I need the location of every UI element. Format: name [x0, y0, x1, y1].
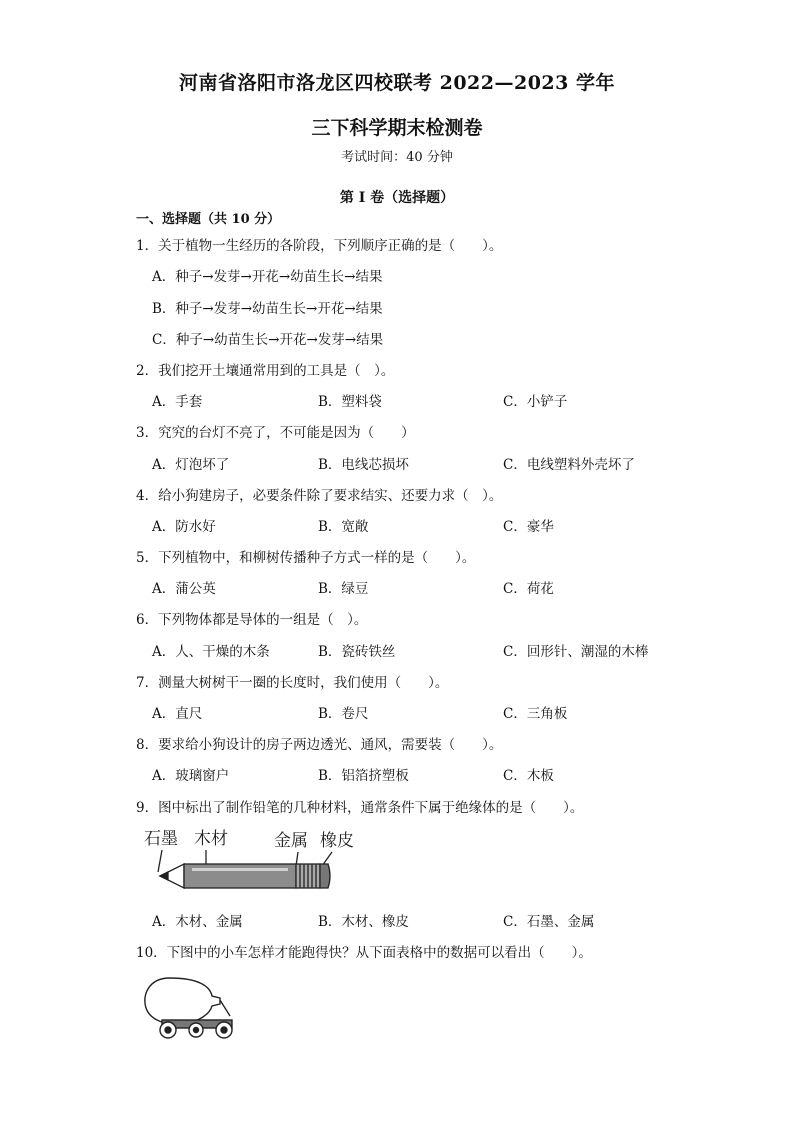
q9-option-b: B．木材、橡皮 — [318, 914, 409, 930]
q6-option-c: C．回形针、潮湿的木棒 — [503, 644, 649, 660]
question-5: 5．下列植物中，和柳树传播种子方式一样的是（ ）。 — [136, 550, 476, 566]
question-10: 10．下图中的小车怎样才能跑得快？从下面表格中的数据可以看出（ ）。 — [136, 945, 592, 961]
pencil-icon — [158, 850, 332, 888]
q7-option-b: B．卷尺 — [318, 706, 369, 722]
exam-time: 考试时间：40 分钟 — [341, 150, 453, 165]
q4-option-a: A．防水好 — [152, 519, 216, 535]
question-2: 2．我们挖开土壤通常用到的工具是（ ）。 — [136, 363, 395, 379]
q5-option-c: C．荷花 — [503, 581, 554, 597]
q9-option-c: C．石墨、金属 — [503, 914, 595, 930]
q8-option-a: A．玻璃窗户 — [152, 768, 230, 784]
q2-option-b: B．塑料袋 — [318, 394, 382, 410]
question-6: 6．下列物体都是导体的一组是（ ）。 — [136, 612, 368, 628]
exam-subtitle: 三下科学期末检测卷 — [311, 117, 483, 139]
q7-option-a: A．直尺 — [152, 706, 203, 722]
question-4: 4．给小狗建房子，必要条件除了要求结实、还要力求（ ）。 — [136, 488, 503, 504]
q7-option-c: C．三角板 — [503, 706, 568, 722]
pencil-figure — [140, 826, 370, 896]
q3-option-b: B．电线芯损坏 — [318, 457, 409, 473]
q9-option-a: A．木材、金属 — [152, 914, 243, 930]
q1-option-b: B．种子→发芽→幼苗生长→开花→结果 — [152, 301, 383, 317]
q6-option-a: A．人、干燥的木条 — [152, 644, 270, 660]
q5-option-a: A．蒲公英 — [152, 581, 216, 597]
question-3: 3．究究的台灯不亮了，不可能是因为（ ） — [136, 425, 415, 441]
label-wood: 木材 — [194, 829, 228, 849]
q8-option-b: B．铝箔挤塑板 — [318, 768, 409, 784]
question-1: 1．关于植物一生经历的各阶段，下列顺序正确的是（ ）。 — [136, 238, 503, 254]
label-metal: 金属 — [274, 831, 308, 851]
q3-option-a: A．灯泡坏了 — [152, 457, 230, 473]
volume-title: 第 I 卷（选择题） — [339, 190, 455, 206]
q1-option-c: C．种子→幼苗生长→开花→发芽→结果 — [152, 332, 384, 348]
q4-option-b: B．宽敞 — [318, 519, 369, 535]
question-7: 7．测量大树树干一圈的长度时，我们使用（ ）。 — [136, 675, 449, 691]
q3-option-c: C．电线塑料外壳坏了 — [503, 457, 635, 473]
q2-option-c: C．小铲子 — [503, 394, 568, 410]
question-8: 8．要求给小狗设计的房子两边透光、通风，需要装（ ）。 — [136, 737, 503, 753]
balloon-car-icon — [140, 972, 250, 1042]
q1-option-a: A．种子→发芽→开花→幼苗生长→结果 — [152, 269, 383, 285]
q8-option-c: C．木板 — [503, 768, 554, 784]
q4-option-c: C．豪华 — [503, 519, 554, 535]
q5-option-b: B．绿豆 — [318, 581, 369, 597]
label-graphite: 石墨 — [144, 829, 178, 849]
label-eraser: 橡皮 — [320, 831, 354, 851]
exam-title: 河南省洛阳市洛龙区四校联考 2022—2023 学年 — [179, 72, 615, 94]
question-9: 9．图中标出了制作铅笔的几种材料，通常条件下属于绝缘体的是（ ）。 — [136, 800, 584, 816]
q2-option-a: A．手套 — [152, 394, 203, 410]
q6-option-b: B．瓷砖铁丝 — [318, 644, 396, 660]
section-heading: 一、选择题（共 10 分） — [136, 212, 281, 227]
